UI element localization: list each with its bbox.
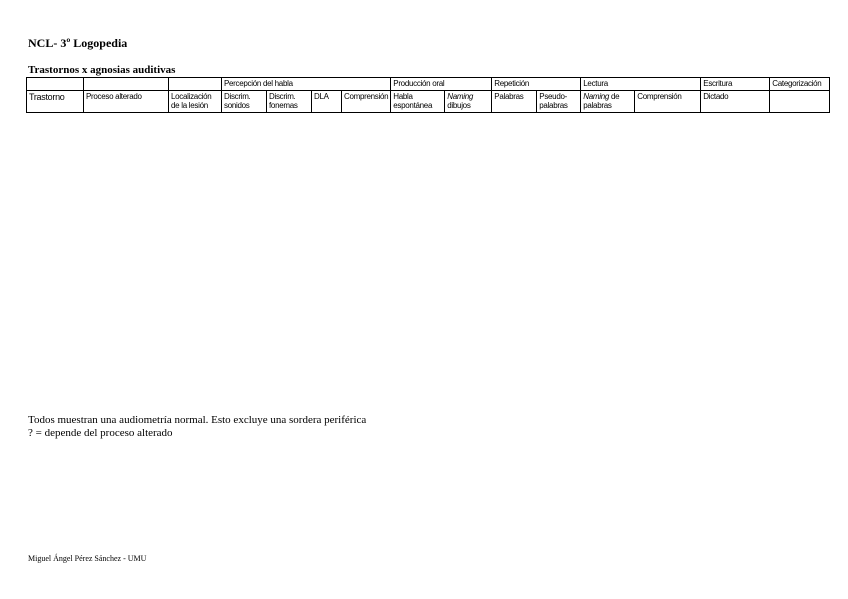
col-header-naming-word: Naming [583,91,610,101]
col-header-dictado: Dictado [701,90,770,112]
col-header-comprension-habla: Comprensión [342,90,391,112]
notes [28,414,366,440]
col-header-categorizacion [770,90,830,112]
col-header-discrim-fonemas: Discrim. fonemas [267,90,312,112]
note-audiometria: Todos muestran una audiometría normal. Esto excluye una sordera periférica [28,414,367,426]
col-header-discrim-sonidos: Discrim. sonidos [222,90,267,112]
col-header-trastorno: Trastorno [27,90,84,112]
col-header-naming-palabras [581,90,635,112]
page-title: NCL- 3º Logopedia [28,36,128,50]
col-header-naming-dibujos [445,90,492,112]
col-header-dla: DLA [312,90,342,112]
agnosia-table [26,77,830,113]
group-header-produccion: Producción oral [391,78,492,91]
table-title: Trastornos x agnosias auditivas [28,64,176,76]
header-spacer [169,78,222,91]
group-header-repeticion: Repetición [492,78,581,91]
group-header-categorizacion: Categorización [770,78,830,91]
col-header-de-palabras: de palabras [583,91,620,110]
col-header-habla-espontanea: Habla espontánea [391,90,445,112]
col-header-dibujos: dibujos [447,101,471,110]
footer-author: Miguel Ángel Pérez Sánchez - UMU [28,554,147,563]
header-spacer [84,78,169,91]
group-header-lectura: Lectura [581,78,701,91]
note-legend: ? = depende del proceso alterado [28,427,173,439]
col-header-comprension-lectura: Comprensión [635,90,701,112]
col-header-localizacion: Localización de la lesión [169,90,222,112]
col-header-pseudopalabras: Pseudo-palabras [537,90,581,112]
col-header-palabras: Palabras [492,90,537,112]
col-header-naming-word: Naming [447,91,474,101]
group-header-percepcion: Percepción del habla [222,78,391,91]
header-spacer [27,78,84,91]
group-header-escritura: Escritura [701,78,770,91]
col-header-proceso: Proceso alterado [84,90,169,112]
